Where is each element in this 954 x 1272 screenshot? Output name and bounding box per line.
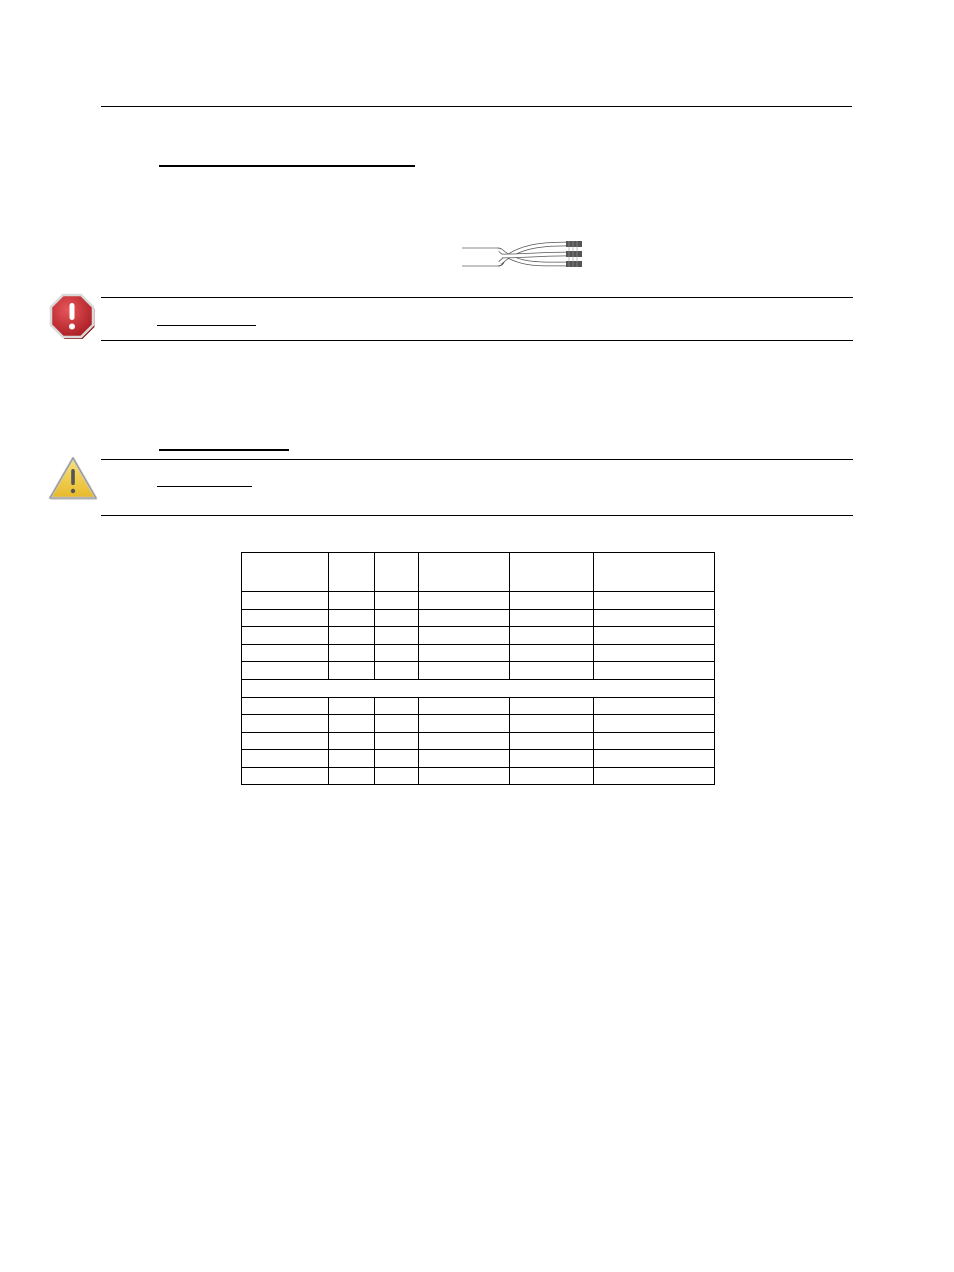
warning-stop-icon xyxy=(48,292,96,342)
warning-bottom-rule xyxy=(101,340,853,341)
table-header-cell xyxy=(242,553,329,592)
table-row xyxy=(242,697,715,715)
section-heading-underline-2 xyxy=(159,449,289,451)
table-header-cell xyxy=(510,553,594,592)
wire-spec-table xyxy=(241,552,715,785)
caution-label-underline xyxy=(157,486,252,487)
table-row xyxy=(242,732,715,750)
table-header-cell xyxy=(594,553,715,592)
table-group-row xyxy=(242,679,715,697)
table-header-cell xyxy=(419,553,510,592)
table-row xyxy=(242,662,715,680)
table-header-cell xyxy=(329,553,375,592)
three-conductor-cable-icon xyxy=(462,236,588,272)
table-header-row xyxy=(242,553,715,592)
table-row xyxy=(242,609,715,627)
caution-bottom-rule xyxy=(101,515,853,516)
table-header-cell xyxy=(375,553,419,592)
table-row xyxy=(242,750,715,768)
table-row xyxy=(242,627,715,645)
table-row xyxy=(242,592,715,610)
table-row xyxy=(242,715,715,733)
header-rule xyxy=(101,106,852,107)
warning-label-underline xyxy=(157,325,256,326)
warning-top-rule xyxy=(101,297,853,298)
caution-triangle-icon xyxy=(47,454,99,502)
table-row xyxy=(242,767,715,785)
section-heading-underline xyxy=(159,165,415,167)
table-row xyxy=(242,644,715,662)
caution-top-rule xyxy=(101,459,853,460)
